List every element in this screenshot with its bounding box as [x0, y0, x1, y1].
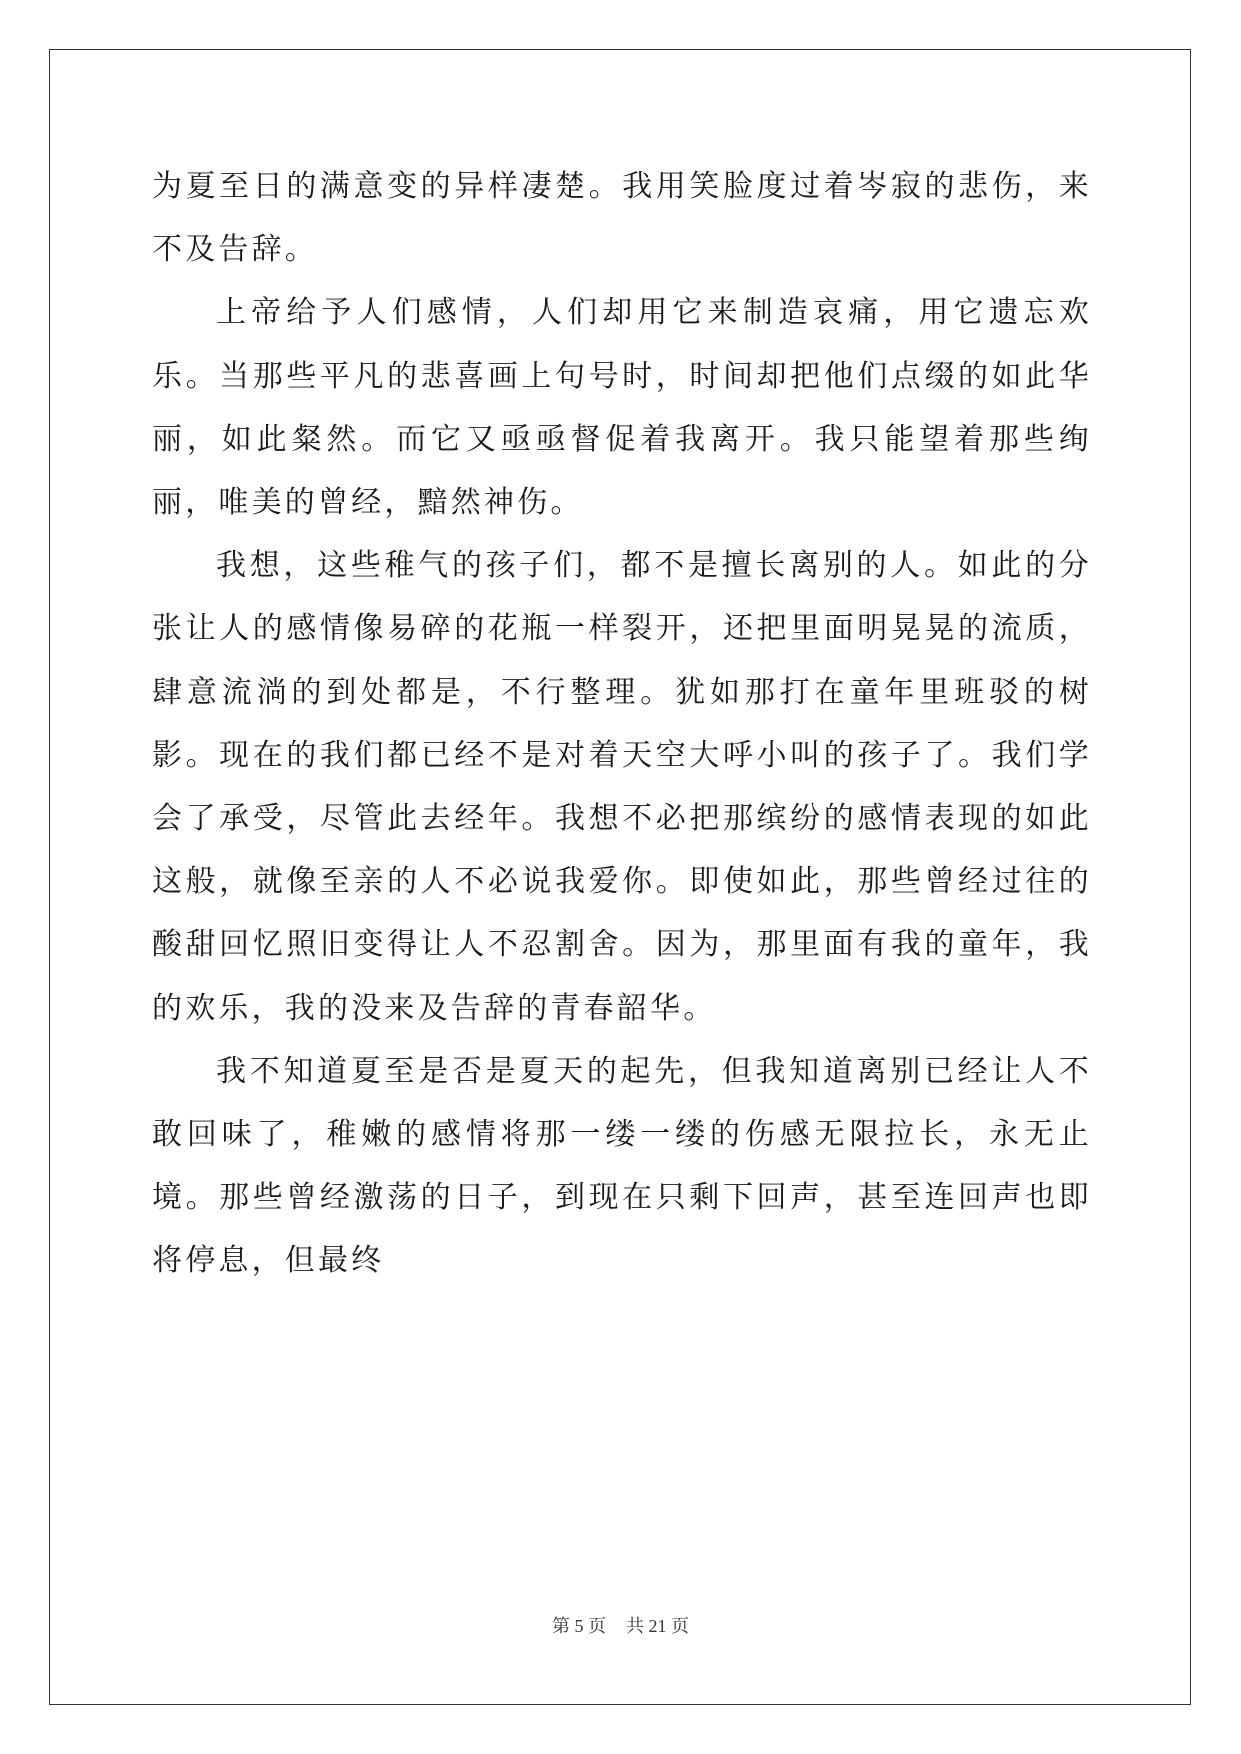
paragraph-1: 为夏至日的满意变的异样凄楚。我用笑脸度过着岑寂的悲伤，来不及告辞。 — [152, 169, 1092, 268]
page-number: 第 5 页 — [552, 1616, 606, 1636]
paragraph-4: 我不知道夏至是否是夏天的起先，但我知道离别已经让人不敢回味了，稚嫩的感情将那一缕一缕的伤感无限拉长，永无止境。那些曾经激荡的日子，到现在只剩下回声，甚至连回声也即将停息，但最终 — [152, 1053, 1092, 1279]
paragraph-3: 我想，这些稚气的孩子们，都不是擅长离别的人。如此的分张让人的感情像易碎的花瓶一样裂开，还把里面明晃晃的流质，肆意流淌的到处都是，不行整理。犹如那打在童年里班驳的树影。现在的我们都已经不是对着天空大呼小叫的孩子了。我们学会了承受，尽管此去经年。我想不必把那缤纷的感情表现的如此这般，就像至亲的人不必说我爱你。即使如此，那些曾经过往的酸甜回忆照旧变得让人不忍割舍。因为，那里面有我的童年，我的欢乐，我的没来及告辞的青春韶华。 — [152, 548, 1092, 1026]
page-total: 共 21 页 — [626, 1616, 689, 1636]
paragraph-2: 上帝给予人们感情，人们却用它来制造哀痛，用它遗忘欢乐。当那些平凡的悲喜画上句号时，时间却把他们点缀的如此华丽，如此粲然。而它又亟亟督促着我离开。我只能望着那些绚丽，唯美的曾经，黯然神伤。 — [152, 295, 1092, 521]
document-body — [152, 155, 1092, 1293]
page-footer — [0, 1614, 1241, 1638]
